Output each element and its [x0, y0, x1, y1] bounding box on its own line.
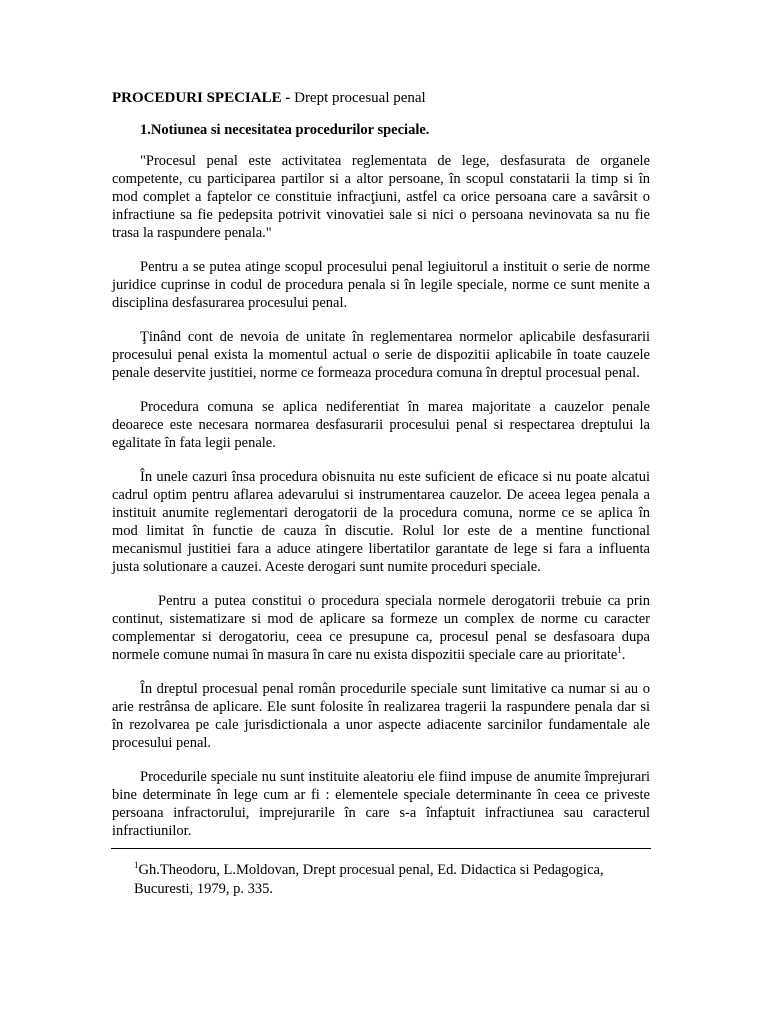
paragraph-6-text: Pentru a putea constitui o procedura speciala normele derogatorii trebuie ca prin continut, sistematizare si mod de aplicare sa formeze un complex de norme cu caracter complementar si derogatoriu, ceea ce presupune ca, procesul penal se desfasoara dupa normele comune numai în masura în care nu exista dispozitii speciale care au prioritate [112, 593, 650, 663]
paragraph-3: Ţinând cont de nevoia de unitate în reglementarea normelor aplicabile desfasurarii procesului penal exista la momentul actual o serie de dispozitii aplicabile în toate cauzele penale deservite justitiei, norme ce formeaza procedura comuna în dreptul procesual penal. [112, 329, 650, 381]
footnote-number: 1 [134, 860, 139, 871]
paragraph-4: Procedura comuna se aplica nediferentiat în marea majoritate a cauzelor penale deoarece este necesara normarea desfasurarii procesului penal si respectarea dreptului la egalitate în fata legii penale. [112, 399, 650, 451]
footnote-divider [111, 848, 651, 849]
paragraph-6 [112, 592, 650, 664]
paragraph-6-end: . [621, 647, 626, 663]
footnote-text: Gh.Theodoru, L.Moldovan, Drept procesual penal, Ed. Didactica si Pedagogica, Bucuresti, 1979, p. 335. [134, 862, 604, 897]
title-bold: PROCEDURI SPECIALE - [112, 90, 291, 106]
paragraph-8: Procedurile speciale nu sunt instituite aleatoriu ele fiind impuse de anumite împrejurari bine determinate în lege cum ar fi : elementele speciale determinante în ceea ce priveste persoana infractorului, imprejurarile în care s-a înfaptuit infractiunea sau caracterul infractiunilor. [112, 769, 650, 839]
title-subtitle: Drept procesual penal [290, 90, 426, 106]
paragraph-7: În dreptul procesual penal român procedurile speciale sunt limitative ca numar si au o arie restrânsa de aplicare. Ele sunt folosite în realizarea tragerii la raspundere penala dar si în rezolvarea pe cale jurisdictionala a unor aspecte adiacente sarcinilor fundamentale ale procesului penal. [112, 681, 650, 751]
document-title [112, 88, 650, 108]
footnote [112, 861, 650, 899]
paragraph-2: Pentru a se putea atinge scopul procesului penal legiuitorul a instituit o serie de norme juridice cuprinse in codul de procedura penala si în legile speciale, norme ce sunt menite a disciplina desfasurarea procesului penal. [112, 259, 650, 311]
paragraph-1: "Procesul penal este activitatea reglementata de lege, desfasurata de organele competente, cu participarea partilor si a altor persoane, în scopul constatarii la timp si în mod complet a faptelor ce constituie infracţiuni, astfel ca orice persoana care a savârsit o infractiune sa fie pedepsita potrivit vinovatiei sale si nici o persoana nevinovata sa nu fie trasa la raspundere penala." [112, 153, 650, 241]
document-page [112, 88, 650, 899]
paragraph-5: În unele cazuri însa procedura obisnuita nu este suficient de eficace si nu poate alcatui cadrul optim pentru aflarea adevarului si instrumentarea cauzelor. De aceea legea penala a instituit anumite reglementari derogatorii de la procedura comuna, norme ce se aplica în mod limitat în functie de cauza în discutie. Rolul lor este de a mentine functional mecanismul justitiei fara a aduce atingere libertatilor garantate de lege si fara a influenta justa solutionare a cauzei. Aceste derogari sunt numite proceduri speciale. [112, 469, 650, 575]
section-heading: 1.Notiunea si necesitatea procedurilor speciale. [140, 122, 430, 138]
footnote-reference[interactable]: 1 [617, 645, 622, 656]
